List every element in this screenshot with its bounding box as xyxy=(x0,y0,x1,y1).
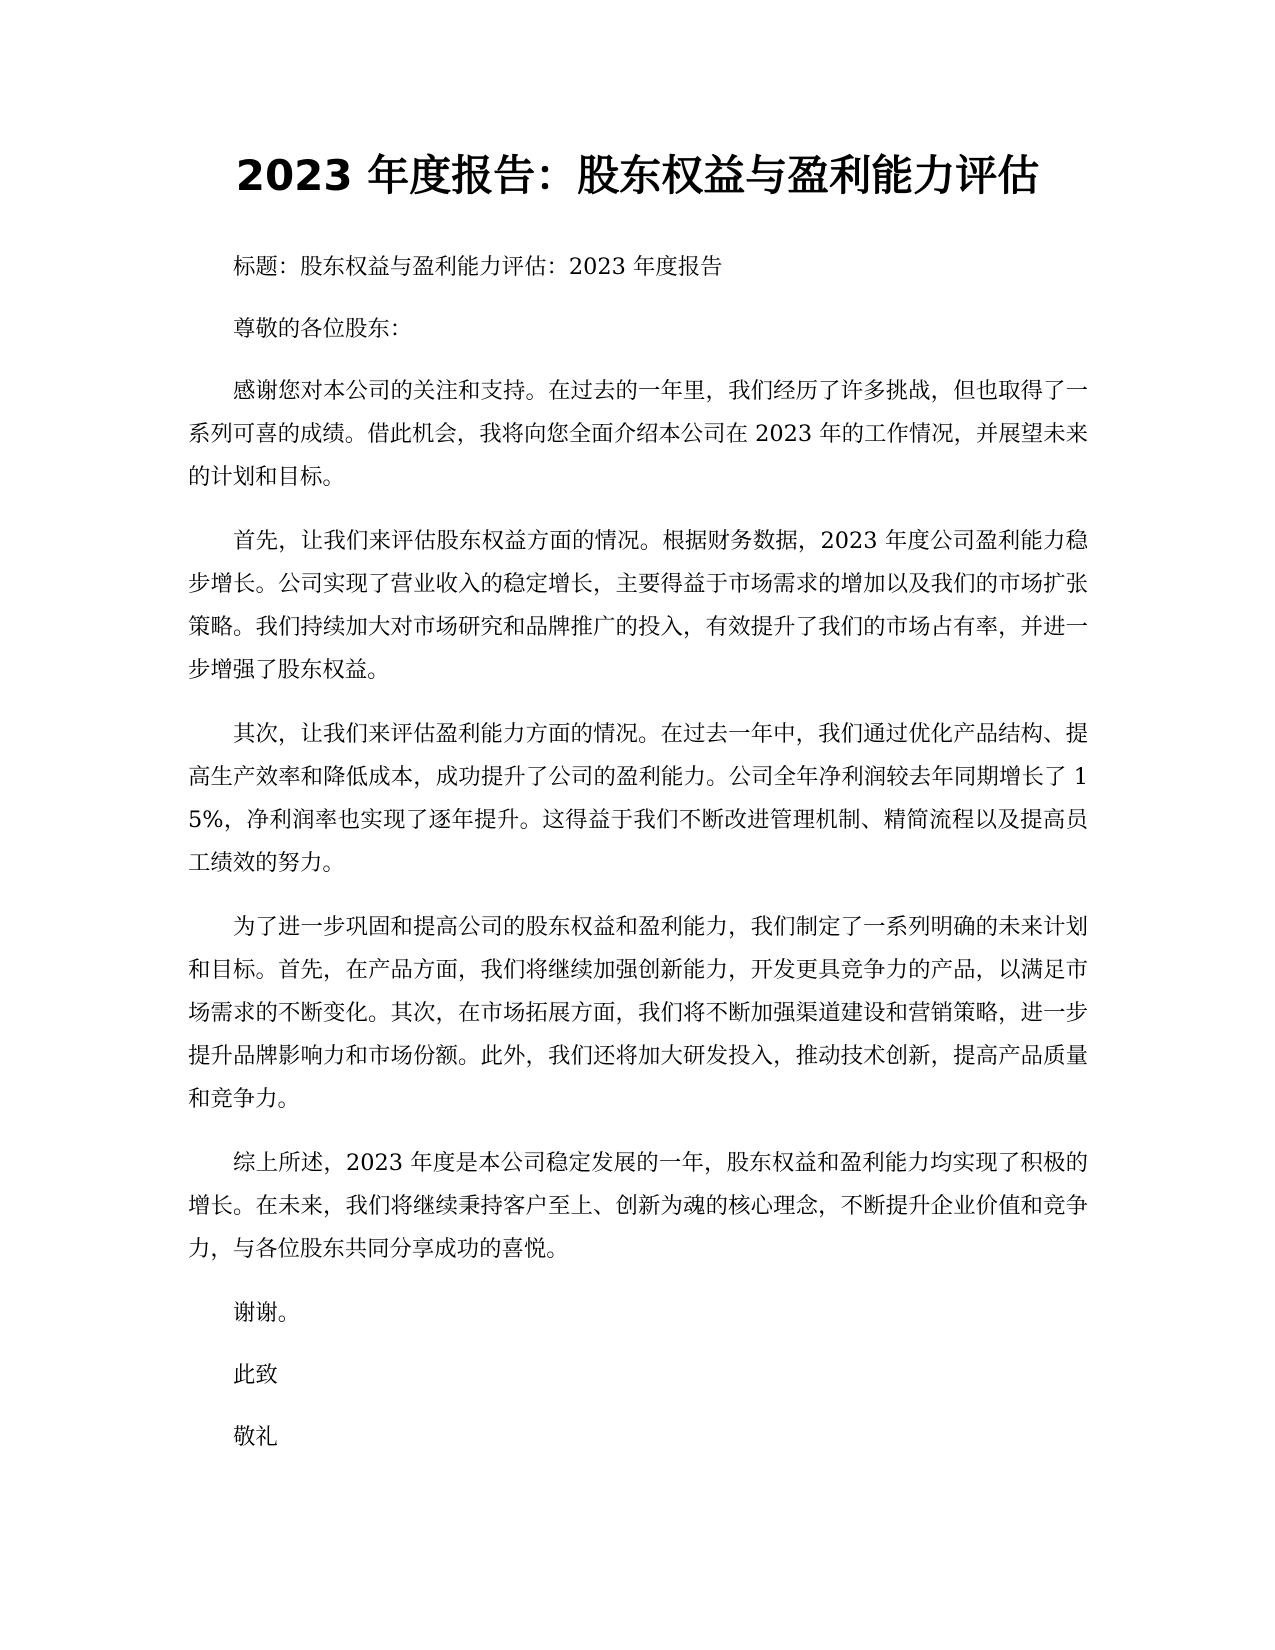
document-body xyxy=(188,246,1088,1478)
salutation: 尊敬的各位股东： xyxy=(233,316,413,342)
paragraph-intro: 感谢您对本公司的关注和支持。在过去的一年里，我们经历了许多挑战，但也取得了一系列可喜的成绩。借此机会，我将向您全面介绍本公司在 2023 年的工作情况，并展望未来的计划和目标。 xyxy=(188,378,1088,490)
closing-line: 此致 xyxy=(233,1362,278,1388)
paragraph-profitability: 其次，让我们来评估盈利能力方面的情况。在过去一年中，我们通过优化产品结构、提高生产效率和降低成本，成功提升了公司的盈利能力。公司全年净利润较去年同期增长了 15%，净利润率也实现了逐年提升。这得益于我们不断改进管理机制、精简流程以及提高员工绩效的努力。 xyxy=(188,721,1088,876)
paragraph-plans: 为了进一步巩固和提高公司的股东权益和盈利能力，我们制定了一系列明确的未来计划和目标。首先，在产品方面，我们将继续加强创新能力，开发更具竞争力的产品，以满足市场需求的不断变化。其次，在市场拓展方面，我们将不断加强渠道建设和营销策略，进一步提升品牌影响力和市场份额。此外，我们还将加大研发投入，推动技术创新，提高产品质量和竞争力。 xyxy=(188,914,1088,1112)
paragraph-summary: 综上所述，2023 年度是本公司稳定发展的一年，股东权益和盈利能力均实现了积极的增长。在未来，我们将继续秉持客户至上、创新为魂的核心理念，不断提升企业价值和竞争力，与各位股东共同分享成功的喜悦。 xyxy=(188,1150,1088,1262)
paragraph-equity: 首先，让我们来评估股东权益方面的情况。根据财务数据，2023 年度公司盈利能力稳步增长。公司实现了营业收入的稳定增长，主要得益于市场需求的增加以及我们的市场扩张策略。我们持续加大对市场研究和品牌推广的投入，有效提升了我们的市场占有率，并进一步增强了股东权益。 xyxy=(188,528,1088,683)
thanks-line: 谢谢。 xyxy=(233,1300,301,1326)
regards-line: 敬礼 xyxy=(233,1424,278,1450)
document-title: 2023 年度报告：股东权益与盈利能力评估 xyxy=(235,151,1040,200)
subject-line: 标题：股东权益与盈利能力评估：2023 年度报告 xyxy=(233,254,723,280)
